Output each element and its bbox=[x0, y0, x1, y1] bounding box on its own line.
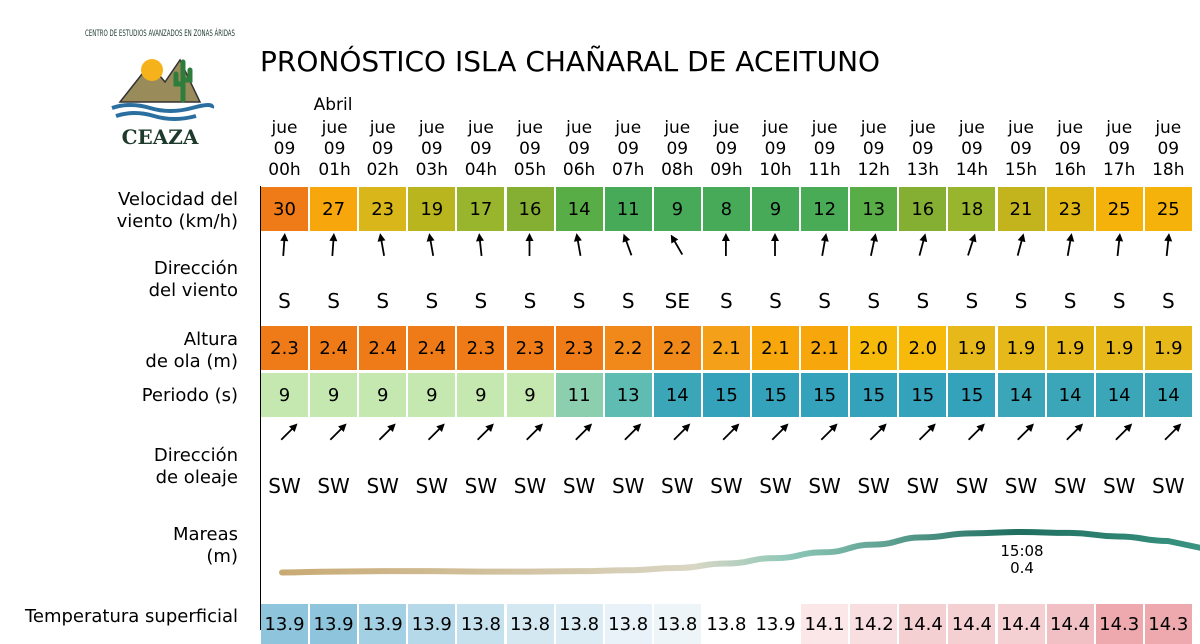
wind-direction-label: S bbox=[769, 289, 782, 313]
column-header-date: 09 bbox=[715, 139, 738, 159]
wind-direction-label: SE bbox=[664, 289, 690, 313]
sst-cell: 13.8 bbox=[703, 604, 750, 644]
wave-direction-label: SW bbox=[857, 474, 890, 498]
column-header-hour: 00h bbox=[268, 160, 301, 180]
column-header-hour: 08h bbox=[661, 160, 694, 180]
wave-direction-label: SW bbox=[1152, 474, 1185, 498]
wind-arrow-icon bbox=[771, 233, 779, 256]
column-header-day: jue bbox=[566, 118, 593, 138]
column-header-day: jue bbox=[713, 118, 740, 138]
sst-cell: 14.4 bbox=[948, 604, 995, 644]
period-cell: 13 bbox=[605, 373, 652, 417]
wind-arrow-icon bbox=[328, 233, 338, 257]
wind-direction-label: S bbox=[327, 289, 340, 313]
sst-cell: 13.8 bbox=[507, 604, 554, 644]
wind-speed-cell: 19 bbox=[408, 187, 455, 231]
column-header-date: 09 bbox=[666, 139, 689, 159]
column-header-hour: 11h bbox=[808, 160, 841, 180]
sst-cell: 13.9 bbox=[261, 604, 308, 644]
wind-direction-label: S bbox=[818, 289, 831, 313]
tide-annotation bbox=[990, 543, 1054, 577]
wind-speed-cell: 30 bbox=[261, 187, 308, 231]
column-header-date: 09 bbox=[568, 139, 590, 159]
wave-arrow-icon bbox=[622, 421, 644, 443]
column-header-day: jue bbox=[321, 118, 348, 138]
wave-direction-label: SW bbox=[661, 474, 694, 498]
column-header-hour: 05h bbox=[513, 160, 547, 180]
wind-direction-label: S bbox=[965, 289, 979, 313]
period-cell: 14 bbox=[654, 373, 701, 417]
wave-height-cell: 2.3 bbox=[261, 326, 308, 370]
wave-arrow-icon bbox=[769, 421, 791, 443]
wind-arrow-icon bbox=[1014, 232, 1028, 256]
wind-arrow-icon bbox=[818, 232, 830, 256]
tide-curve bbox=[282, 532, 1200, 573]
wave-height-cell: 2.2 bbox=[654, 326, 701, 370]
wind-arrow-icon bbox=[475, 233, 485, 257]
month-label: Abril bbox=[313, 95, 353, 115]
column-header-hour: 12h bbox=[857, 160, 890, 180]
wind-arrow-icon bbox=[1064, 232, 1076, 256]
wave-arrow-icon bbox=[327, 421, 349, 443]
period-cell: 9 bbox=[507, 373, 554, 417]
logo-name: CEAZA bbox=[121, 125, 199, 149]
wave-height-cell: 2.0 bbox=[899, 326, 946, 370]
wave-height-cell: 1.9 bbox=[998, 326, 1045, 370]
wind-speed-cell: 25 bbox=[1096, 187, 1143, 231]
column-header-date: 09 bbox=[1157, 139, 1180, 159]
label-tides: Mareas (m) bbox=[172, 524, 238, 567]
wave-height-cell: 1.9 bbox=[1047, 326, 1094, 370]
period-cell: 9 bbox=[310, 373, 357, 417]
sst-cell: 14.4 bbox=[899, 604, 946, 644]
wave-direction-label: SW bbox=[562, 474, 596, 498]
wind-direction-label: S bbox=[376, 289, 390, 313]
wind-speed-cell: 8 bbox=[703, 187, 750, 231]
wave-arrow-icon bbox=[671, 421, 693, 443]
wind-speed-cell: 18 bbox=[948, 187, 995, 231]
column-header-date: 09 bbox=[1010, 139, 1032, 159]
period-cell: 11 bbox=[556, 373, 603, 417]
label-period: Periodo (s) bbox=[141, 385, 238, 406]
wind-direction-label: S bbox=[523, 289, 537, 313]
wave-arrow-icon bbox=[475, 421, 497, 443]
wind-direction-label: S bbox=[425, 289, 439, 313]
wave-arrow-icon bbox=[720, 421, 742, 443]
tide-annotation-value: 0.4 bbox=[1010, 559, 1034, 577]
period-cell: 14 bbox=[998, 373, 1045, 417]
wind-arrow-icon bbox=[376, 232, 388, 256]
sst-cell: 13.8 bbox=[457, 604, 504, 644]
column-header-day: jue bbox=[615, 118, 642, 138]
wave-height-cell: 1.9 bbox=[948, 326, 995, 370]
column-header-date: 09 bbox=[420, 139, 443, 159]
wind-speed-cell: 14 bbox=[556, 187, 603, 231]
wave-arrow-icon bbox=[1162, 421, 1184, 443]
wind-speed-cell: 17 bbox=[457, 187, 504, 231]
period-cell: 9 bbox=[261, 373, 308, 417]
wave-direction-label: SW bbox=[759, 474, 792, 498]
sst-cell: 13.9 bbox=[310, 604, 357, 644]
column-header-hour: 03h bbox=[415, 160, 448, 180]
wave-direction-label: SW bbox=[955, 474, 989, 498]
wind-direction-label: S bbox=[1112, 289, 1126, 313]
column-header-hour: 16h bbox=[1053, 160, 1087, 180]
wave-direction-label: SW bbox=[317, 474, 350, 498]
column-header-day: jue bbox=[467, 118, 494, 138]
wave-direction-label: SW bbox=[268, 474, 301, 498]
wind-speed-cell: 16 bbox=[899, 187, 946, 231]
column-header-date: 09 bbox=[911, 139, 934, 159]
wind-direction-label: S bbox=[1063, 289, 1077, 313]
label-wind-speed: Velocidad del viento (km/h) bbox=[116, 189, 238, 232]
column-header-day: jue bbox=[860, 118, 887, 138]
column-header-date: 09 bbox=[961, 139, 983, 159]
wind-speed-cell: 23 bbox=[1047, 187, 1094, 231]
wave-height-cell: 2.2 bbox=[605, 326, 652, 370]
sst-cell: 13.8 bbox=[556, 604, 603, 644]
column-header-date: 09 bbox=[813, 139, 836, 159]
column-header-day: jue bbox=[762, 118, 789, 138]
period-cell: 9 bbox=[359, 373, 406, 417]
column-header-date: 09 bbox=[371, 139, 394, 159]
column-header-hour: 10h bbox=[759, 160, 792, 180]
label-sst: Temperatura superficial bbox=[24, 606, 238, 627]
period-cell: 15 bbox=[752, 373, 799, 417]
wave-height-cell: 2.4 bbox=[310, 326, 357, 370]
wave-height-cell: 1.9 bbox=[1145, 326, 1192, 370]
wind-arrow-icon bbox=[916, 232, 930, 256]
period-cell: 14 bbox=[1096, 373, 1143, 417]
wave-arrow-icon bbox=[1113, 421, 1135, 443]
wave-height-cell: 2.4 bbox=[408, 326, 455, 370]
tide-annotation-time: 15:08 bbox=[1000, 542, 1044, 560]
column-header-date: 09 bbox=[617, 139, 639, 159]
wind-arrow-icon bbox=[425, 232, 437, 256]
column-header-day: jue bbox=[517, 118, 543, 138]
wind-direction-label: S bbox=[278, 289, 291, 313]
column-header-day: jue bbox=[1008, 118, 1034, 138]
wave-direction-label: SW bbox=[366, 474, 399, 498]
wave-height-cell: 2.1 bbox=[752, 326, 799, 370]
wind-arrow-icon bbox=[620, 232, 635, 256]
period-cell: 9 bbox=[408, 373, 455, 417]
column-header-date: 09 bbox=[1108, 139, 1130, 159]
column-header-day: jue bbox=[1057, 118, 1084, 138]
period-cell: 15 bbox=[703, 373, 750, 417]
wind-arrow-icon bbox=[279, 233, 289, 257]
label-wind-direction: Dirección del viento bbox=[148, 258, 238, 301]
wave-height-cell: 2.1 bbox=[703, 326, 750, 370]
sst-cell: 14.2 bbox=[850, 604, 897, 644]
wind-direction-label: S bbox=[1161, 289, 1175, 313]
wave-direction-label: SW bbox=[1004, 474, 1038, 498]
wave-arrow-icon bbox=[1015, 421, 1037, 443]
column-header-hour: 02h bbox=[366, 160, 399, 180]
wind-direction-label: S bbox=[621, 289, 635, 313]
column-header-day: jue bbox=[1155, 118, 1182, 138]
sst-cell: 14.4 bbox=[998, 604, 1045, 644]
wind-speed-cell: 27 bbox=[310, 187, 357, 231]
column-header-day: jue bbox=[1106, 118, 1133, 138]
label-wave-direction: Dirección de oleaje bbox=[153, 445, 238, 488]
wave-arrow-icon bbox=[966, 421, 988, 443]
wave-direction-label: SW bbox=[415, 474, 449, 498]
wind-speed-cell: 11 bbox=[605, 187, 652, 231]
wind-speed-cell: 9 bbox=[654, 187, 701, 231]
wave-height-cell: 1.9 bbox=[1096, 326, 1143, 370]
column-header-hour: 18h bbox=[1152, 160, 1185, 180]
wave-direction-label: SW bbox=[808, 474, 841, 498]
wave-height-cell: 2.4 bbox=[359, 326, 406, 370]
wave-arrow-icon bbox=[1064, 421, 1086, 443]
wind-arrow-icon bbox=[573, 232, 585, 256]
wave-height-cell: 2.1 bbox=[801, 326, 848, 370]
wave-direction-label: SW bbox=[464, 474, 498, 498]
wind-speed-cell: 16 bbox=[507, 187, 554, 231]
wind-direction-label: S bbox=[867, 289, 881, 313]
column-header-hour: 17h bbox=[1102, 160, 1136, 180]
column-header-date: 09 bbox=[273, 139, 296, 159]
wave-arrow-icon bbox=[377, 421, 399, 443]
wind-arrow-icon bbox=[667, 233, 685, 257]
wind-arrow-icon bbox=[964, 232, 979, 256]
period-cell: 15 bbox=[948, 373, 995, 417]
wave-arrow-icon bbox=[818, 421, 840, 443]
column-header-hour: 07h bbox=[611, 160, 645, 180]
wind-arrow-icon bbox=[722, 233, 730, 256]
sst-cell: 14.4 bbox=[1047, 604, 1094, 644]
wave-height-cell: 2.3 bbox=[556, 326, 603, 370]
wind-direction-label: S bbox=[916, 289, 930, 313]
wind-direction-label: S bbox=[474, 289, 488, 313]
column-header-hour: 04h bbox=[464, 160, 498, 180]
column-header-date: 09 bbox=[470, 139, 492, 159]
sst-cell: 14.3 bbox=[1096, 604, 1143, 644]
wave-arrow-icon bbox=[917, 421, 939, 443]
wind-arrow-icon bbox=[867, 232, 880, 256]
column-header-day: jue bbox=[664, 118, 691, 138]
wave-direction-label: SW bbox=[611, 474, 645, 498]
wind-arrow-icon bbox=[1163, 233, 1173, 257]
sst-cell: 13.9 bbox=[359, 604, 406, 644]
wind-direction-label: S bbox=[572, 289, 586, 313]
wave-direction-label: SW bbox=[513, 474, 547, 498]
sst-cell: 14.3 bbox=[1145, 604, 1192, 644]
wave-height-cell: 2.3 bbox=[507, 326, 554, 370]
sst-cell: 13.9 bbox=[752, 604, 799, 644]
column-header-day: jue bbox=[271, 118, 298, 138]
page-title: PRONÓSTICO ISLA CHAÑARAL DE ACEITUNO bbox=[260, 45, 881, 78]
period-cell: 15 bbox=[899, 373, 946, 417]
sst-cell: 14.1 bbox=[801, 604, 848, 644]
column-header-day: jue bbox=[369, 118, 396, 138]
sst-cell: 13.8 bbox=[654, 604, 701, 644]
wave-direction-label: SW bbox=[710, 474, 743, 498]
period-cell: 9 bbox=[457, 373, 504, 417]
column-header-day: jue bbox=[418, 118, 445, 138]
wave-direction-label: SW bbox=[1053, 474, 1087, 498]
wind-speed-cell: 25 bbox=[1145, 187, 1192, 231]
wave-arrow-icon bbox=[573, 421, 595, 443]
column-header-hour: 09h bbox=[710, 160, 743, 180]
wind-speed-cell: 23 bbox=[359, 187, 406, 231]
period-cell: 14 bbox=[1145, 373, 1192, 417]
wave-arrow-icon bbox=[868, 421, 890, 443]
column-header-date: 09 bbox=[764, 139, 787, 159]
column-header-hour: 06h bbox=[562, 160, 596, 180]
column-header-date: 09 bbox=[323, 139, 346, 159]
wave-direction-label: SW bbox=[1102, 474, 1136, 498]
wind-speed-cell: 13 bbox=[850, 187, 897, 231]
period-cell: 14 bbox=[1047, 373, 1094, 417]
column-header-hour: 13h bbox=[906, 160, 939, 180]
sst-cell: 13.8 bbox=[605, 604, 652, 644]
wave-arrow-icon bbox=[426, 421, 448, 443]
column-header-day: jue bbox=[909, 118, 936, 138]
column-header-day: jue bbox=[958, 118, 985, 138]
column-header-date: 09 bbox=[862, 139, 885, 159]
column-header-date: 09 bbox=[519, 139, 541, 159]
period-cell: 15 bbox=[850, 373, 897, 417]
column-header-hour: 15h bbox=[1004, 160, 1038, 180]
column-header-hour: 01h bbox=[318, 160, 351, 180]
wind-speed-cell: 9 bbox=[752, 187, 799, 231]
column-header-hour: 14h bbox=[955, 160, 989, 180]
wave-direction-label: SW bbox=[906, 474, 940, 498]
wind-arrow-icon bbox=[526, 233, 534, 256]
wind-direction-label: S bbox=[1014, 289, 1028, 313]
wind-speed-cell: 12 bbox=[801, 187, 848, 231]
wind-arrow-icon bbox=[1114, 233, 1124, 257]
sst-cell: 13.9 bbox=[408, 604, 455, 644]
column-header-day: jue bbox=[811, 118, 838, 138]
wave-height-cell: 2.3 bbox=[457, 326, 504, 370]
wind-speed-cell: 21 bbox=[998, 187, 1045, 231]
wave-height-cell: 2.0 bbox=[850, 326, 897, 370]
logo-ring-text: CENTRO DE ESTUDIOS AVANZADOS EN ZONAS ÁRIDAS bbox=[85, 29, 319, 39]
wave-arrow-icon bbox=[278, 421, 300, 443]
period-cell: 15 bbox=[801, 373, 848, 417]
column-header-date: 09 bbox=[1059, 139, 1081, 159]
label-wave-height: Altura de ola (m) bbox=[145, 329, 238, 372]
wind-direction-label: S bbox=[720, 289, 733, 313]
wave-arrow-icon bbox=[524, 421, 546, 443]
